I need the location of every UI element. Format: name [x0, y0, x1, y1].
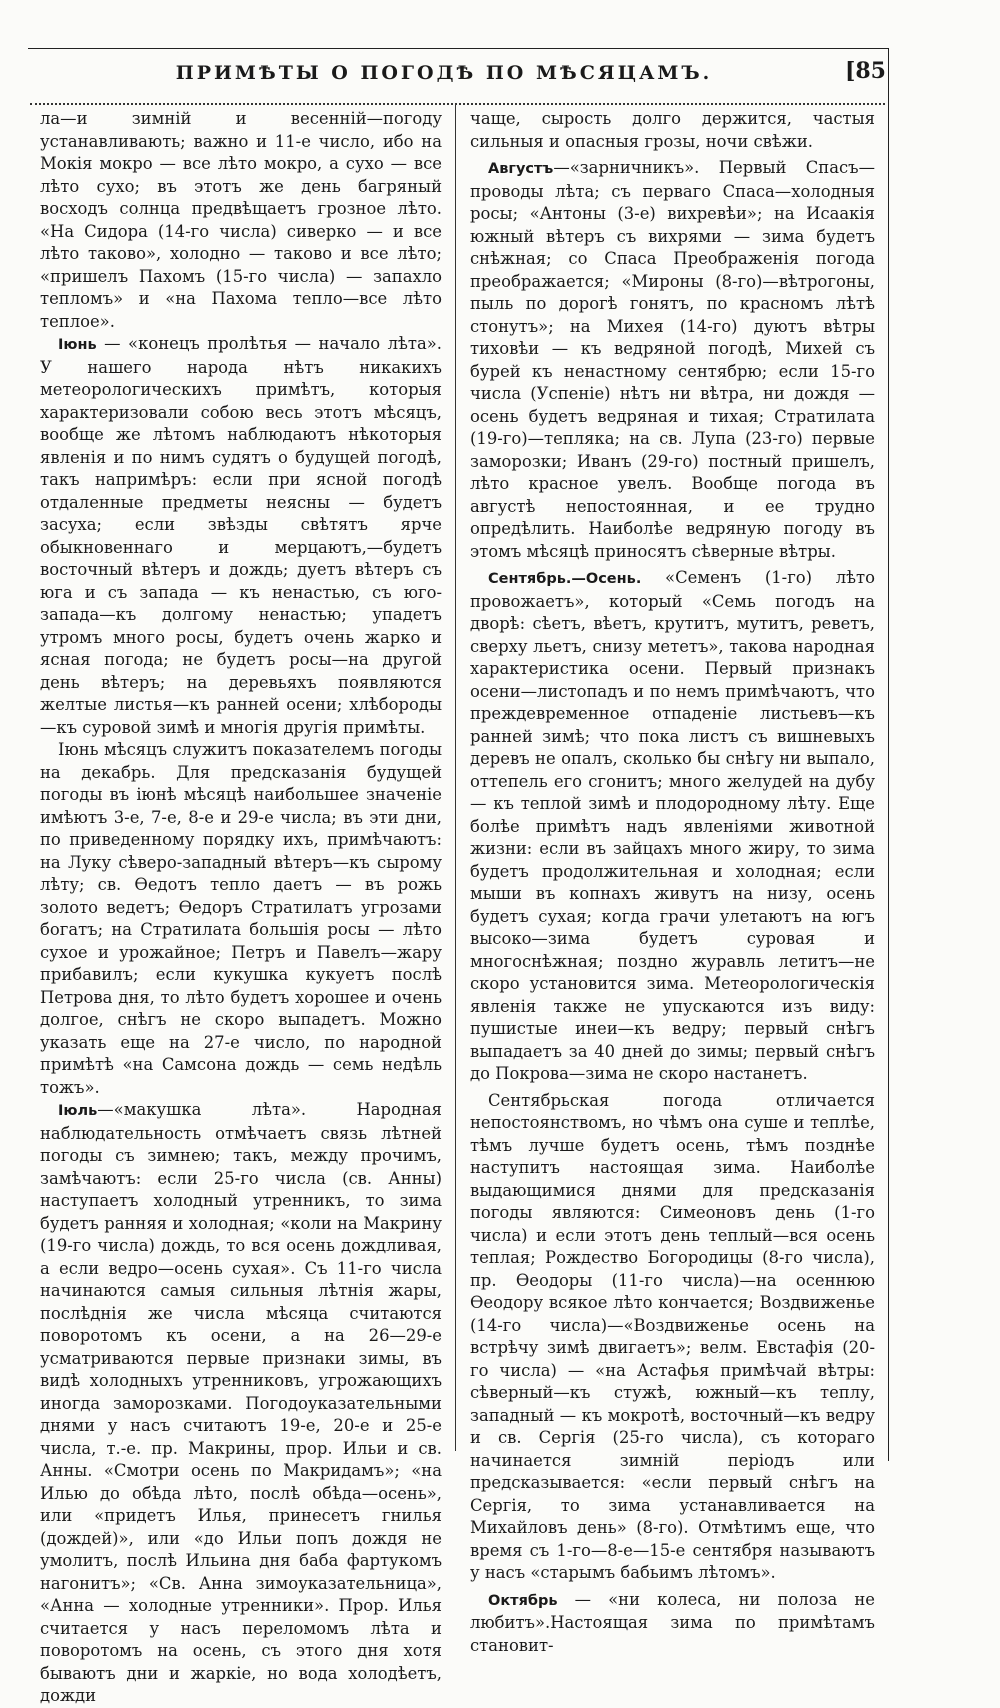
paragraph-text: — «конецъ пролѣтья — начало лѣта». У нашего народа нѣтъ никакихъ метеорологическихъ примѣтъ, которыя характеризовали собою весь этотъ мѣсяцъ, вообще же лѣтомъ наблюдаютъ нѣкоторыя явленія и по нимъ судятъ о будущей погодѣ, такъ напримѣръ: если при ясной погодѣ отдаленные предметы неясны — будетъ засуха; если звѣзды свѣтятъ ярче обыкновеннаго и мерцаютъ,—будетъ восточный вѣтеръ и дождь; дуетъ вѣтеръ съ юга и съ запада — къ ненастью, съ юго-запада—къ долгому ненастью; упадетъ утромъ много росы, будетъ очень жарко и ясная погода; не будетъ росы—на другой день вѣтеръ; на деревьяхъ появляются желтые листья—къ ранней осени; хлѣбороды—къ суровой зимѣ и многія другія примѣты.: [40, 334, 442, 737]
page-title: ПРИМѢТЫ О ПОГОДѢ ПО МѢСЯЦАМЪ.: [175, 62, 713, 84]
page-frame-right: [888, 48, 889, 1461]
paragraph: ла—и зимній и весенній—погоду устанавливають; важно и 11-е число, ибо на Мокія мокро — все лѣто мокро, а сухо — все лѣто сухо; въ этотъ же день багряный восходъ солнца предвѣщаетъ грозное лѣто. «На Сидора (14-го числа) сиверко — и все лѣто таково», холодно — таково и все лѣто; «пришелъ Пахомъ (15-го числа) — запахло тепломъ» и «на Пахома тепло—все лѣто теплое».: [40, 109, 442, 331]
paragraph-june: [40, 333, 442, 739]
paragraph-text: «Семенъ (1-го) лѣто провожаетъ», который «Семь погодъ на дворѣ: сѣетъ, вѣетъ, крутитъ, мутитъ, реветъ, сверху льетъ, снизу мететъ», такова народная характеристика осени. Первый признакъ осени—листопадъ и по немъ примѣчаютъ, что преждевременное отпаденіе листьевъ—къ ранней зимѣ; что пока листъ съ вишневыхъ деревъ не опалъ, сколько бы снѣгу ни выпало, оттепель его сгонитъ; много желудей на дубу — къ теплой зимѣ и плодородному лѣту. Еще болѣе примѣтъ надъ явленіями животной жизни: если въ зайцахъ много жиру, то зима будетъ продолжительная и холодная; если мыши въ копнахъ живутъ на низу, осень будетъ сухая; когда грачи улетаютъ на югъ высоко—зима будетъ суровая и многоснѣжная; поздно журавль летитъ—не скоро установится зима. Метеорологическія явленія также не упускаются изъ виду: пушистые инеи—къ ведру; первый снѣгъ выпадаетъ за 40 дней до зимы; первый снѣгъ до Покрова—зима не скоро настанетъ.: [470, 568, 875, 1083]
paragraph: Іюнь мѣсяцъ служитъ показателемъ погоды на декабрь. Для предсказанія будущей погоды въ іюнѣ мѣсяцѣ наибольшее значеніе имѣютъ 3-е, 7-е, 8-е и 29-е числа; въ эти дни, по приведенному порядку ихъ, примѣчаютъ: на Луку сѣверо-западный вѣтеръ—къ сырому лѣту; св. Ѳедотъ тепло даетъ — въ рожь золото ведетъ; Ѳедоръ Стратилатъ угрозами богатъ; на Стратилата большія росы — лѣто сухое и урожайное; Петръ и Павелъ—жару прибавилъ; если кукушка кукуетъ послѣ Петрова дня, то лѣто будетъ хорошее и очень долгое, снѣгъ не скоро выпадетъ. Можно указать еще на 27-е число, по народной примѣтѣ «на Самсона дождь — семь недѣль тожъ».: [40, 740, 442, 1097]
running-header: [0, 58, 888, 92]
month-heading-july: Іюль: [58, 1103, 98, 1119]
month-heading-june: Іюнь: [58, 337, 97, 353]
column-divider: [455, 104, 456, 1451]
month-heading-october: Октябрь: [488, 1592, 558, 1609]
right-column: [470, 108, 875, 1655]
page-number: [85: [844, 58, 886, 84]
paragraph-july: [40, 1099, 442, 1708]
left-column: [40, 108, 442, 1705]
paragraph: чаще, сырость долго держится, частыя сильныя и опасныя грозы, ночи свѣжи.: [470, 109, 875, 151]
paragraph-text: — «ни колеса, ни полоза не любитъ».Настоящая зима по примѣтамъ становит-: [470, 1589, 875, 1655]
paragraph: Сентябрьская погода отличается непостоянствомъ, но чѣмъ она суше и теплѣе, тѣмъ лучше будетъ осень, тѣмъ позднѣе наступитъ настоящая зима. Наиболѣе выдающимися днями для предсказанія погоды являются: Симеоновъ день (1-го числа) и если этотъ день теплый—вся осень теплая; Рождество Богородицы (8-го числа), пр. Ѳеодоры (11-го числа)—на осеннюю Ѳеодору всякое лѣто кончается; Воздвиженье (14-го числа)—«Воздвиженье осень на встрѣчу зимѣ двигаетъ»; велм. Евстафія (20-го числа) — «на Астафья примѣчай вѣтры: сѣверный—къ стужѣ, южный—къ теплу, западный — къ мокротѣ, восточный—къ ведру и св. Сергія (25-го числа), съ котораго начинается зимній періодъ или предсказывается: «если первый снѣгъ на Сергія, то зима устанавливается на Михайловъ день» (8-го). Отмѣтимъ еще, что время съ 1-го—8-е—15-е сентября называютъ у насъ «старымъ бабьимъ лѣтомъ».: [470, 1090, 875, 1582]
paragraph-october: [470, 1589, 875, 1658]
paragraph-text: —«макушка лѣта». Народная наблюдательность отмѣчаетъ связь лѣтней погоды съ зимнею; такъ, между прочимъ, замѣчаютъ: если 25-го числа (св. Анны) наступаетъ холодный утренникъ, то зима будетъ ранняя и холодная; «коли на Макрину (19-го числа) дождь, то вся осень дождливая, а если ведро—осень сухая». Съ 11-го числа начинаются самыя сильныя лѣтнія жары, послѣднія же числа мѣсяца считаются поворотомъ къ осени, а на 26—29-е усматриваются первые признаки зимы, въ видѣ холодныхъ утренниковъ, угрожающихъ иногда заморозками. Погодоуказательными днями у насъ считаютъ 19-е, 20-е и 25-е числа, т.-е. пр. Макрины, прор. Ильи и св. Анны. «Смотри осень по Макридамъ»; «на Илью до обѣда лѣто, послѣ обѣда—осень», или «придетъ Илья, принесетъ гнилья (дождей)», или «до Ильи попъ дождя не умолитъ, послѣ Ильина дня баба фартукомъ нагонитъ»; «Св. Анна зимоуказательница», «Анна — холодные утренники». Прор. Илья считается у насъ переломомъ лѣта и поворотомъ на осень, съ этого дня хотя бываютъ дни и жаркіе, но вода холодѣетъ, дожди: [40, 1100, 442, 1705]
paragraph-september: [470, 567, 875, 1086]
paragraph-august: [470, 157, 875, 563]
month-heading-september: Сентябрь.—Осень.: [488, 571, 642, 587]
month-heading-august: Августъ: [488, 161, 554, 177]
page-frame-top: [28, 48, 888, 49]
header-rule: [30, 97, 885, 105]
paragraph-text: —«зарничникъ». Первый Спасъ—проводы лѣта; съ перваго Спаса—холодныя росы; «Антоны (3-е) вихревѣи»; на Исаакія южный вѣтеръ съ вихрями — зима будетъ снѣжная; со Спаса Преображенія погода преображается; «Мироны (8-го)—вѣтрогоны, пыль по дорогѣ гонятъ, по красномъ лѣтѣ стонутъ»; на Михея (14-го) дуютъ вѣтры тиховѣи — къ ведряной погодѣ, Михей съ бурей къ ненастному сентябрю; если 15-го числа (Успеніе) нѣтъ ни вѣтра, ни дождя — осень будетъ ведряная и тихая; Стратилата (19-го)—тепляка; на св. Лупа (23-го) первые заморозки; Иванъ (29-го) постный пришелъ, лѣто красное увелъ. Вообще погода въ августѣ непостоянная, и ее трудно опредѣлить. Наиболѣе ведряную погоду въ этомъ мѣсяцѣ приносятъ сѣверные вѣтры.: [470, 158, 875, 561]
